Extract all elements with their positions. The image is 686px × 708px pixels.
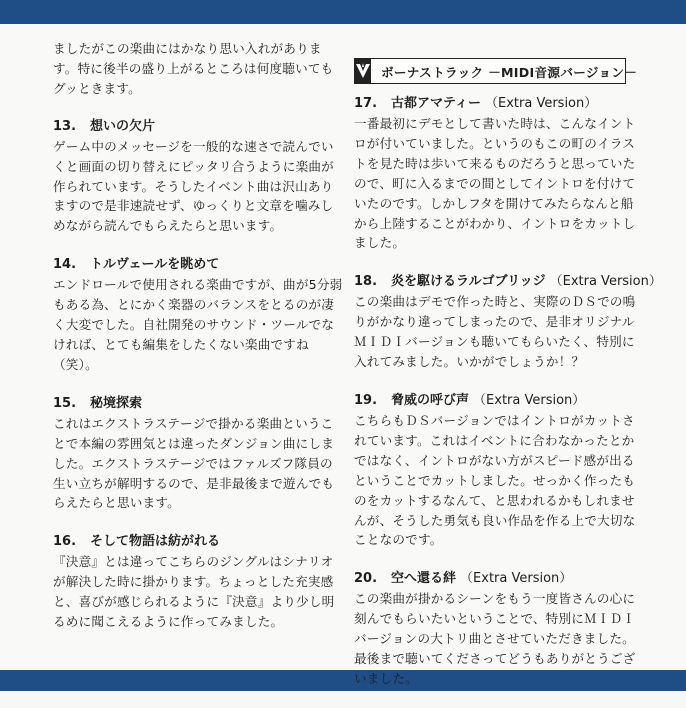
track-number: 19.	[354, 392, 378, 408]
track-description: 一番最初にデモとして書いた時は、こんなイントロが付いていました。というのもこの町のイラストを見た時は歩いて来るものだろうと思っていたので、町に入るまでの間としてイントロを付けていたのです。しかしフタを開けてみたらなんと船から上陸することがわかり、イントロをカットしました。	[354, 116, 636, 251]
track-20	[354, 569, 640, 689]
extra-version-tag: （Extra Version）	[485, 96, 598, 111]
left-column	[53, 39, 343, 651]
track-heading	[354, 272, 662, 292]
track-heading	[354, 569, 640, 589]
track-number: 18.	[354, 274, 378, 290]
track-16	[53, 532, 343, 632]
track-description: これはエクストラステージで掛かる楽曲ということで本編の雰囲気とは違ったダンジョン曲にしました。エクストラステージではファルズフ隊員の生い立ちが解明するので、是非最後まで遊んでもらえたらと思います。	[53, 415, 335, 511]
track-title: 炎を駆けるラルゴブリッジ	[391, 274, 546, 290]
extra-version-tag: （Extra Version）	[460, 571, 573, 587]
track-title: 脅威の呼び声	[391, 392, 470, 408]
top-blue-band	[0, 0, 686, 24]
track-title: そして物語は紡がれる	[90, 534, 221, 550]
track-heading	[354, 94, 640, 114]
track-heading	[53, 532, 343, 552]
track-heading	[53, 394, 343, 414]
track-title: 空へ還る絆	[391, 571, 457, 587]
track-description: こちらもＤＳバージョンではイントロがカットされています。これはイベントに合わなかったとかではなく、イントロがない方がスピード感が出るということでカットしました。せっかく作ったものをカットするなんて、と思われるかもしれませんが、そうした勇気も良い作品を作る上で大切なことなのです。	[354, 412, 636, 548]
track-number: 16.	[53, 534, 77, 550]
track-13	[53, 117, 343, 237]
track-title: 古都アマティー	[391, 96, 481, 111]
track-19	[354, 391, 640, 550]
track-description: エンドロールで使用される楽曲ですが、曲が5分弱もある為、とにかく楽器のバランスをとるのが凄く大変でした。自社開発のサウンド・ツールでなければ、とても編集をしたくない楽曲ですね（笑）。	[53, 277, 343, 372]
track-description: 『決意』とは違ってこちらのジングルはシナリオが解決した時に掛かります。ちょっとした充実感と、喜びが感じられるように『決意』より少し明るめに聞こえるように作ってみました。	[53, 554, 335, 630]
track-14	[53, 255, 343, 375]
track-title: トルヴェールを眺めて	[90, 257, 220, 273]
right-column	[354, 94, 662, 708]
extra-version-tag: （Extra Version）	[473, 392, 586, 408]
track-18	[354, 272, 662, 372]
track-heading	[354, 391, 640, 411]
track-number: 15.	[53, 395, 77, 411]
intro-paragraph: ましたがこの楽曲にはかなり思い入れがあります。特に後半の盛り上がるところは何度聴いてもグッときます。	[53, 41, 334, 96]
track-number: 17.	[354, 96, 378, 111]
track-15	[53, 394, 343, 514]
track-title: 想いの欠片	[90, 118, 156, 134]
track-description: ゲーム中のメッセージを一般的な速さで読んでいくと画面の切り替えにピッタリ合うように楽曲が作られています。そうしたイベント曲は沢山ありますので是非速読せず、ゆっくりと文章を噛みしめながら読んでもらえたらと思います。	[53, 138, 334, 234]
bonus-track-label: ボーナストラック －MIDI音源バージョン－	[381, 64, 638, 80]
emblem-icon	[355, 59, 371, 83]
track-description: この楽曲はデモで作った時と、実際のＤＳでの鳴りがかなり違ってしまったので、是非オリジナルＭＩＤＩバージョンも聴いてもらいたく、特別に入れてみました。いかがでしょうか！？	[354, 294, 636, 370]
track-17	[354, 94, 640, 253]
track-number: 13.	[53, 118, 77, 134]
extra-version-tag: （Extra Version）	[549, 274, 662, 290]
track-heading	[53, 117, 343, 137]
track-title: 秘境探索	[90, 395, 143, 411]
track-heading	[53, 255, 343, 275]
track-number: 14.	[53, 257, 77, 273]
track-description: この楽曲が掛かるシーンをもう一度皆さんの心に刻んでもらいたいということで、特別にＭＩＤＩバージョンの大トリ曲とさせていただきました。最後まで聴いてくださってどうもありがとうございました。	[354, 591, 636, 686]
bonus-track-banner	[354, 58, 638, 84]
track-number: 20.	[354, 571, 378, 587]
